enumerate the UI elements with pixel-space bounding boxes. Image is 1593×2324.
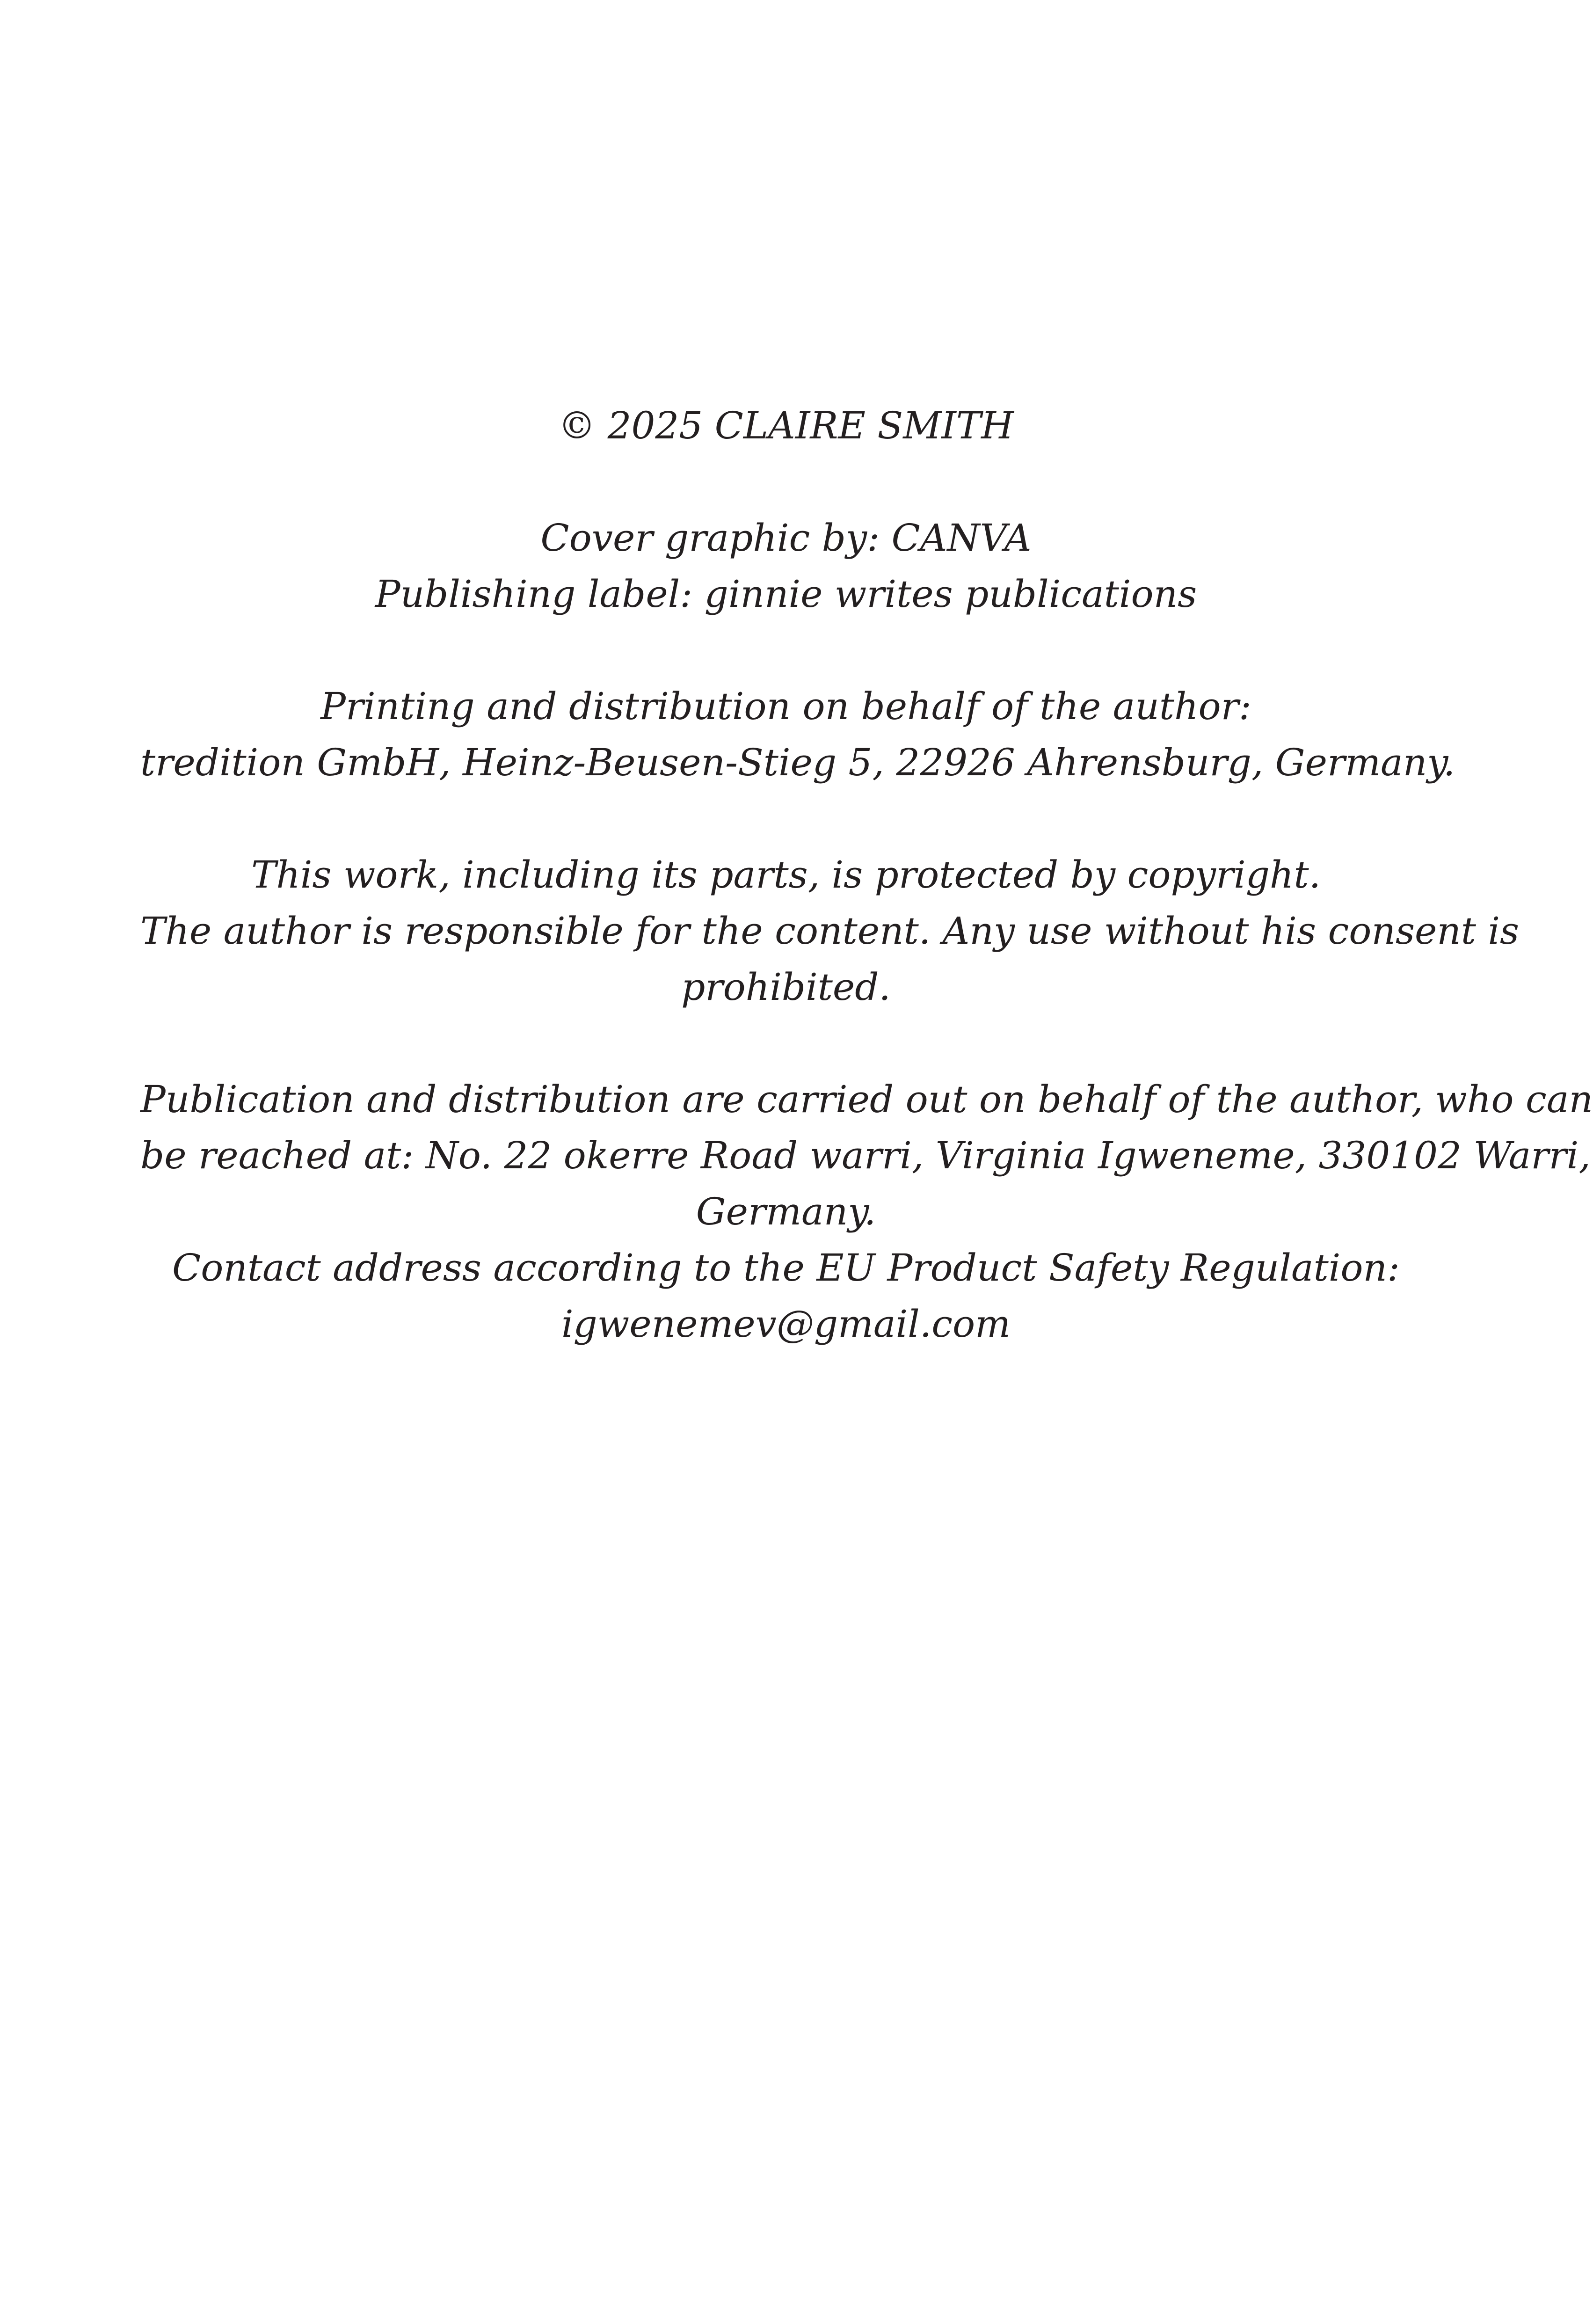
contact-heading: Contact address according to the EU Product Safety Regulation:	[172, 1246, 1400, 1289]
publication-line-3: Germany.	[696, 1190, 876, 1233]
cover-credit: Cover graphic by: CANVA	[540, 516, 1032, 560]
rights-line-1: This work, including its parts, is protected by copyright.	[251, 853, 1321, 896]
copyright-notice: © 2025 CLAIRE SMITH	[558, 404, 1014, 447]
printing-line-1: Printing and distribution on behalf of the author:	[320, 685, 1251, 728]
publication-line-1: Publication and distribution are carried out on behalf of the author, who can	[140, 1078, 1593, 1121]
publication-line-2: be reached at: No. 22 okerre Road warri, Virginia Igweneme, 330102 Warri,	[140, 1134, 1591, 1177]
rights-line-2: The author is responsible for the content. Any use without his consent is	[140, 909, 1520, 953]
printing-line-2: tredition GmbH, Heinz-Beusen-Stieg 5, 22926 Ahrensburg, Germany.	[140, 741, 1455, 784]
contact-email: igwenemev@gmail.com	[561, 1302, 1011, 1346]
publishing-label: Publishing label: ginnie writes publications	[375, 572, 1197, 616]
rights-line-3: prohibited.	[681, 965, 891, 1009]
